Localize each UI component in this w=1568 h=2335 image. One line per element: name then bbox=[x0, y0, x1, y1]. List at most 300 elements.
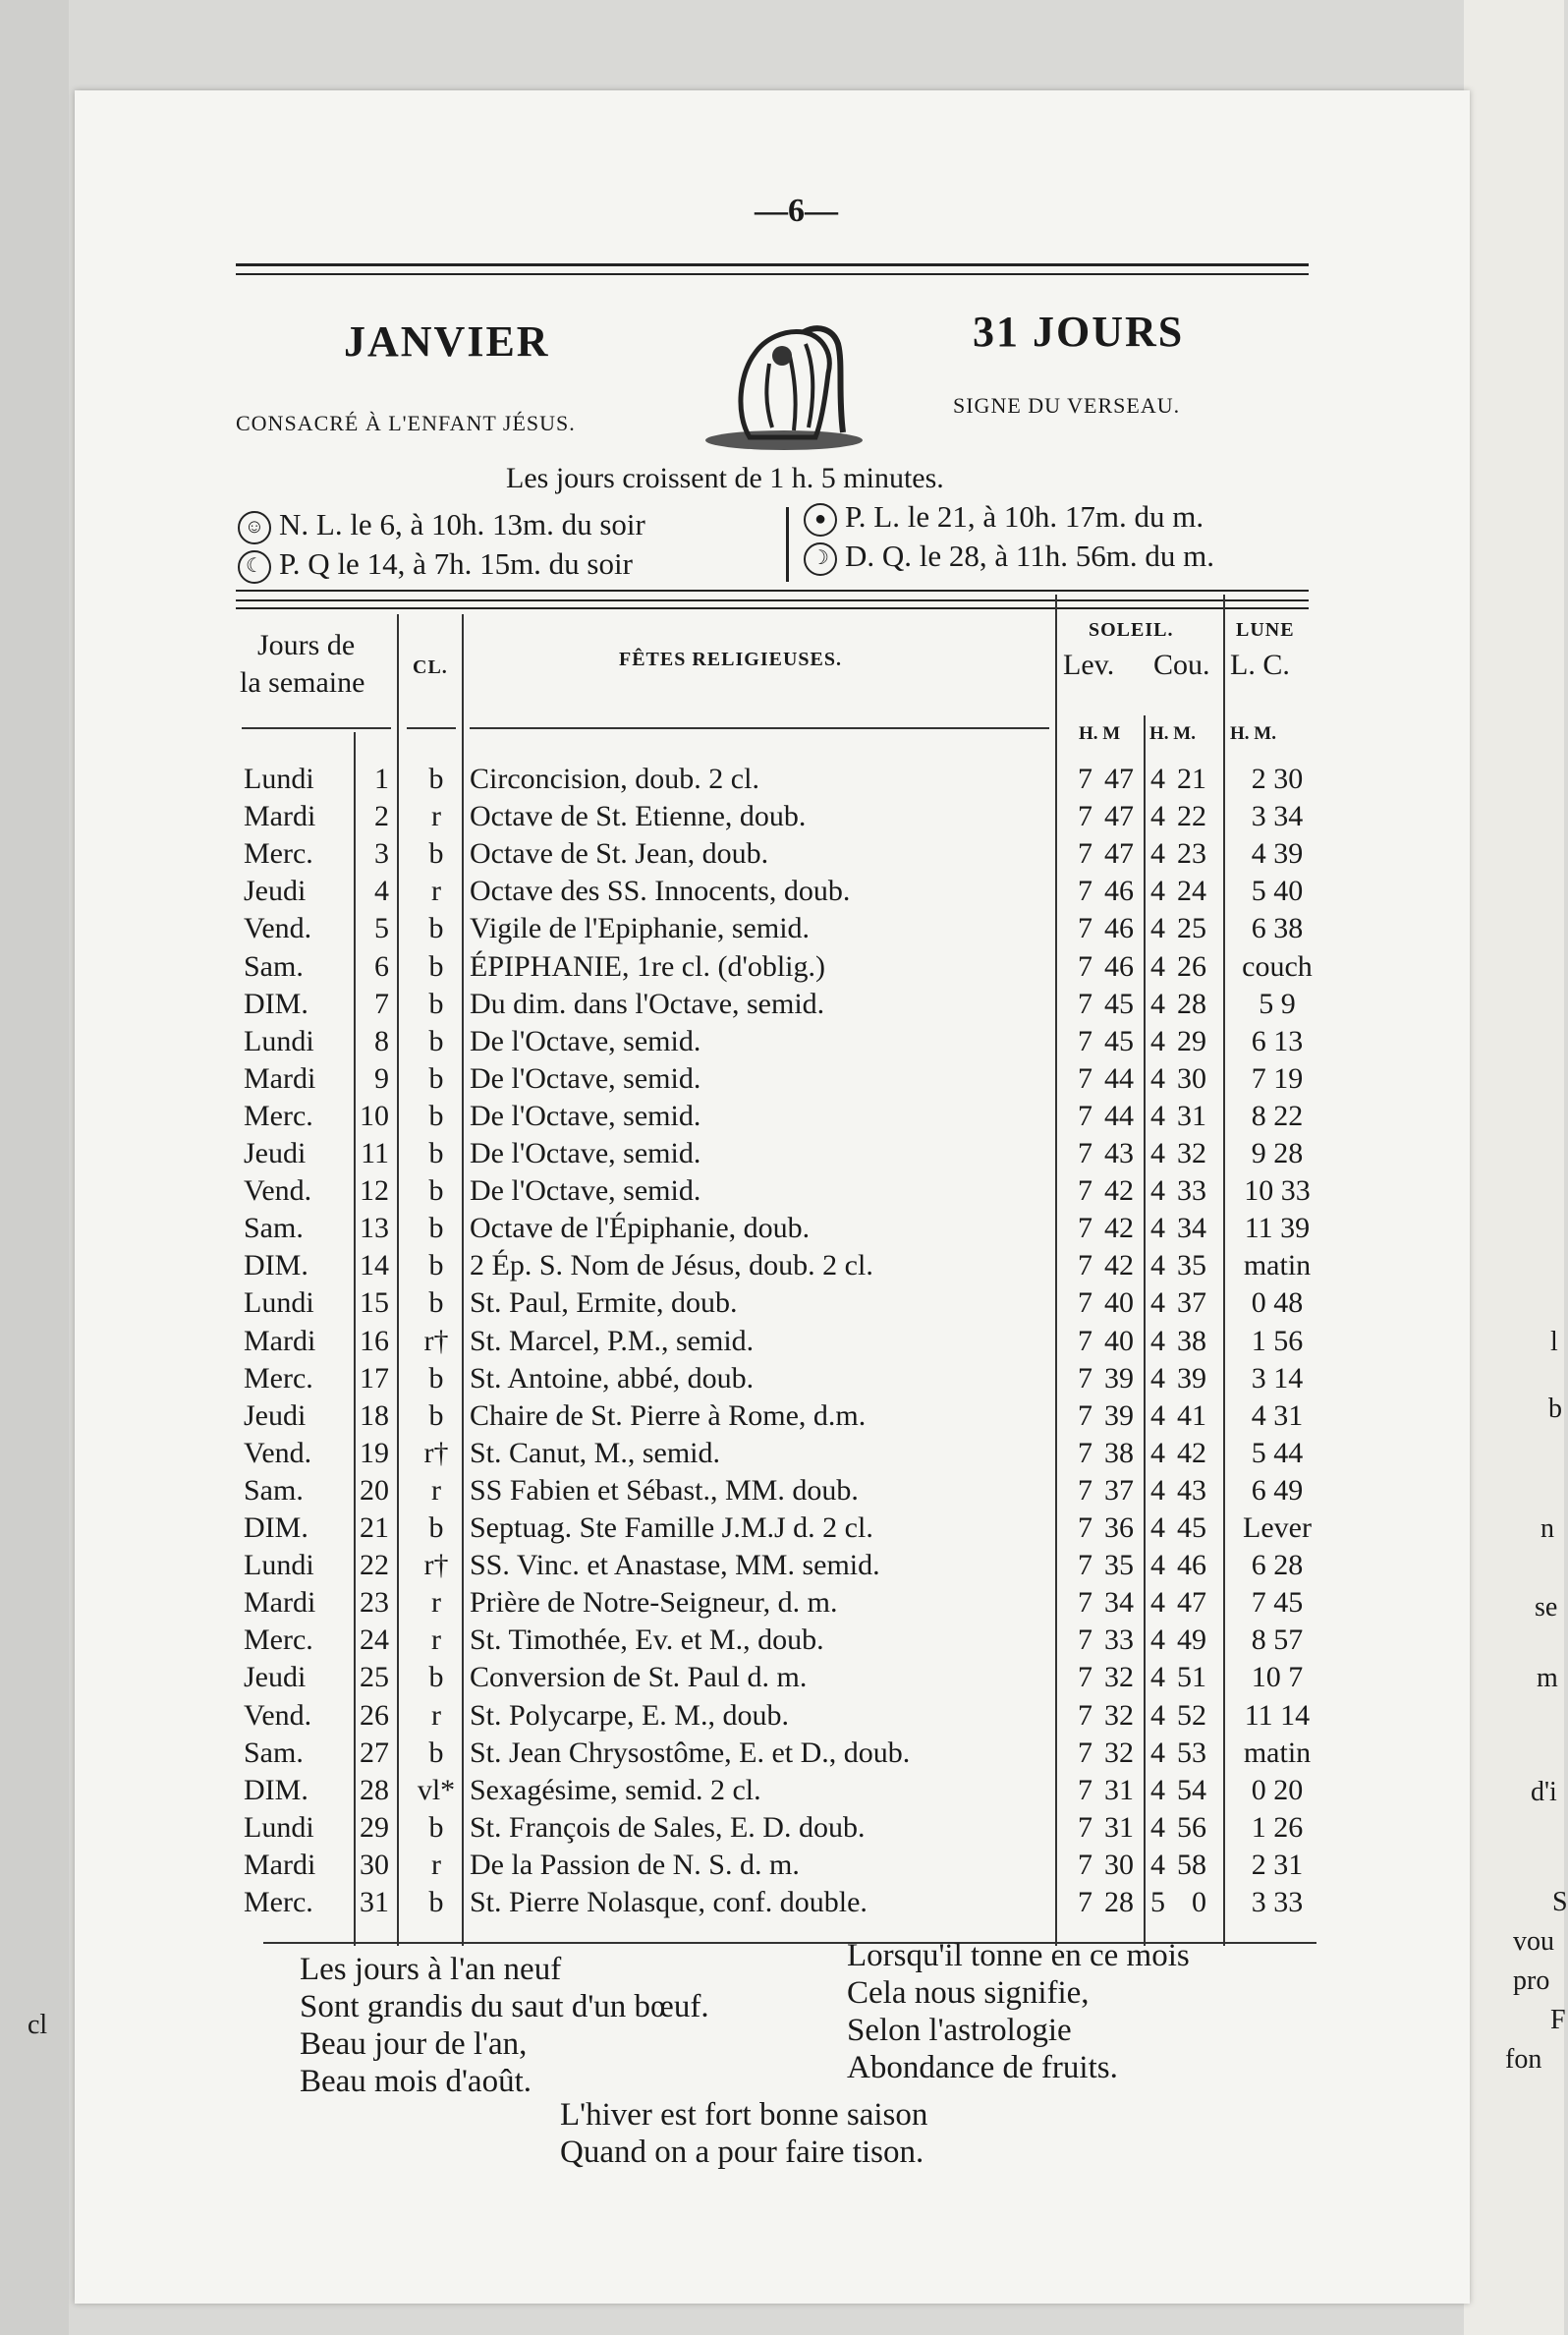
day-name: Merc. bbox=[244, 1099, 313, 1132]
header-cl: CL. bbox=[413, 656, 448, 678]
moon-time: 6 13 bbox=[1251, 1024, 1304, 1057]
table-row bbox=[236, 1699, 1336, 1737]
day-number: 1 bbox=[374, 763, 389, 795]
sunset-hour: 4 bbox=[1150, 1773, 1165, 1806]
margin-fragment: S bbox=[1552, 1887, 1568, 1917]
sunset-minute: 21 bbox=[1177, 763, 1206, 795]
sunset-hour: 4 bbox=[1150, 875, 1165, 908]
proverb-right-4: Abondance de fruits. bbox=[847, 2050, 1118, 2085]
sunrise-minute: 30 bbox=[1104, 1848, 1134, 1881]
sunset-hour: 4 bbox=[1150, 1810, 1165, 1844]
day-number: 19 bbox=[360, 1436, 389, 1469]
moon-time: matin bbox=[1243, 1249, 1312, 1282]
day-number: 23 bbox=[360, 1586, 389, 1620]
sunrise-hour: 7 bbox=[1078, 875, 1092, 908]
day-name: Lundi bbox=[244, 763, 314, 795]
feast-name: De l'Octave, semid. bbox=[470, 1024, 701, 1057]
table-row bbox=[236, 1399, 1336, 1437]
table-row bbox=[236, 1737, 1336, 1774]
day-name: Merc. bbox=[244, 1623, 313, 1657]
moon-time: 11 14 bbox=[1244, 1698, 1311, 1732]
day-name: Merc. bbox=[244, 1886, 313, 1918]
liturgical-color: r bbox=[431, 1623, 441, 1657]
feast-name: ÉPIPHANIE, 1re cl. (d'oblig.) bbox=[470, 949, 826, 983]
sunset-minute: 25 bbox=[1177, 912, 1206, 945]
sunrise-minute: 32 bbox=[1104, 1661, 1134, 1694]
feast-name: St. Antoine, abbé, doub. bbox=[470, 1361, 755, 1395]
table-row bbox=[236, 1586, 1336, 1623]
liturgical-color: b bbox=[428, 1511, 444, 1544]
day-name: Mardi bbox=[244, 1586, 316, 1620]
sunrise-minute: 32 bbox=[1104, 1698, 1134, 1732]
day-number: 25 bbox=[360, 1661, 389, 1694]
table-row bbox=[236, 1661, 1336, 1698]
sunrise-hour: 7 bbox=[1078, 1398, 1092, 1432]
table-row bbox=[236, 1325, 1336, 1362]
feast-name: De la Passion de N. S. d. m. bbox=[470, 1848, 800, 1881]
sunrise-hour: 7 bbox=[1078, 1324, 1092, 1357]
sunset-minute: 43 bbox=[1177, 1473, 1206, 1507]
sunset-minute: 24 bbox=[1177, 875, 1206, 908]
table-row bbox=[236, 763, 1336, 800]
sunset-minute: 51 bbox=[1177, 1661, 1206, 1694]
margin-fragment: vou bbox=[1513, 1926, 1554, 1957]
day-number: 9 bbox=[374, 1061, 389, 1095]
feast-name: Octave de St. Jean, doub. bbox=[470, 837, 769, 871]
sunrise-hour: 7 bbox=[1078, 1549, 1092, 1582]
table-row bbox=[236, 1025, 1336, 1062]
sunrise-hour: 7 bbox=[1078, 1361, 1092, 1395]
margin-fragment: se bbox=[1535, 1592, 1558, 1623]
sunset-minute: 53 bbox=[1177, 1736, 1206, 1769]
sunset-hour: 4 bbox=[1150, 949, 1165, 983]
new-moon-icon: ☺ bbox=[238, 511, 271, 544]
moon-time: 6 38 bbox=[1251, 912, 1304, 945]
sunset-minute: 34 bbox=[1177, 1212, 1206, 1245]
margin-fragment: n bbox=[1540, 1513, 1554, 1544]
table-top-rule-3 bbox=[236, 607, 1309, 609]
liturgical-color: r† bbox=[423, 1436, 449, 1469]
day-name: Sam. bbox=[244, 949, 304, 983]
table-row bbox=[236, 1811, 1336, 1849]
sunset-hour: 4 bbox=[1150, 1511, 1165, 1544]
day-name: Jeudi bbox=[244, 1661, 307, 1694]
liturgical-color: r† bbox=[423, 1549, 449, 1582]
phase-full-moon bbox=[804, 499, 1204, 537]
top-rule bbox=[236, 263, 1309, 266]
feast-name: De l'Octave, semid. bbox=[470, 1174, 701, 1208]
proverb-left-2: Sont grandis du saut d'un bœuf. bbox=[300, 1989, 709, 2024]
day-number: 29 bbox=[360, 1810, 389, 1844]
sunset-hour: 4 bbox=[1150, 1586, 1165, 1620]
liturgical-color: r bbox=[431, 1848, 441, 1881]
moon-time: 5 40 bbox=[1251, 875, 1304, 908]
sunset-hour: 4 bbox=[1150, 1661, 1165, 1694]
sunrise-hour: 7 bbox=[1078, 1886, 1092, 1918]
sunset-hour: 4 bbox=[1150, 1436, 1165, 1469]
sunrise-minute: 43 bbox=[1104, 1137, 1134, 1169]
header-lune: LUNE bbox=[1236, 619, 1295, 641]
moon-time: 10 7 bbox=[1251, 1661, 1304, 1694]
moon-time: 4 31 bbox=[1251, 1398, 1304, 1432]
sunrise-minute: 31 bbox=[1104, 1810, 1134, 1844]
table-row bbox=[236, 1511, 1336, 1549]
sunset-minute: 42 bbox=[1177, 1436, 1206, 1469]
table-row bbox=[236, 1249, 1336, 1286]
day-number: 4 bbox=[374, 875, 389, 908]
sunrise-hour: 7 bbox=[1078, 1212, 1092, 1245]
header-jours: Jours de bbox=[257, 629, 356, 661]
moon-time: 0 48 bbox=[1251, 1286, 1304, 1320]
sunset-hour: 4 bbox=[1150, 1549, 1165, 1582]
day-name: Vend. bbox=[244, 912, 312, 945]
day-number: 22 bbox=[360, 1549, 389, 1582]
sunrise-minute: 39 bbox=[1104, 1361, 1134, 1395]
sunset-minute: 56 bbox=[1177, 1810, 1206, 1844]
proverb-left-3: Beau jour de l'an, bbox=[300, 2026, 528, 2062]
proverb-center-2: Quand on a pour faire tison. bbox=[560, 2135, 924, 2170]
liturgical-color: b bbox=[428, 837, 444, 871]
day-name: Vend. bbox=[244, 1698, 312, 1732]
liturgical-color: b bbox=[428, 987, 444, 1020]
feast-name: Circoncision, doub. 2 cl. bbox=[470, 763, 759, 795]
sunrise-hour: 7 bbox=[1078, 1061, 1092, 1095]
feast-name: St. Polycarpe, E. M., doub. bbox=[470, 1698, 789, 1732]
sunrise-hour: 7 bbox=[1078, 1436, 1092, 1469]
day-number: 20 bbox=[360, 1473, 389, 1507]
liturgical-color: b bbox=[428, 1024, 444, 1057]
sunrise-hour: 7 bbox=[1078, 800, 1092, 833]
sunrise-minute: 47 bbox=[1104, 763, 1134, 795]
table-row bbox=[236, 1174, 1336, 1212]
day-name: DIM. bbox=[244, 1511, 308, 1544]
feast-name: SS. Vinc. et Anastase, MM. semid. bbox=[470, 1549, 880, 1582]
sunrise-minute: 28 bbox=[1104, 1886, 1134, 1918]
month-days: 31 JOURS bbox=[973, 308, 1185, 356]
day-number: 18 bbox=[360, 1398, 389, 1432]
sunset-hour: 4 bbox=[1150, 1848, 1165, 1881]
feast-name: De l'Octave, semid. bbox=[470, 1137, 701, 1169]
sunset-hour: 4 bbox=[1150, 1361, 1165, 1395]
sunset-minute: 41 bbox=[1177, 1398, 1206, 1432]
sunrise-minute: 46 bbox=[1104, 949, 1134, 983]
proverb-right-1: Lorsqu'il tonne en ce mois bbox=[847, 1938, 1190, 1973]
sunrise-hour: 7 bbox=[1078, 949, 1092, 983]
margin-fragment: F bbox=[1550, 2005, 1566, 2035]
phase-text: P. Q le 14, à 7h. 15m. du soir bbox=[279, 546, 633, 581]
day-name: Mardi bbox=[244, 1324, 316, 1357]
moon-time: 2 31 bbox=[1251, 1848, 1304, 1881]
sunset-hour: 4 bbox=[1150, 1212, 1165, 1245]
table-row bbox=[236, 800, 1336, 837]
table-row bbox=[236, 1062, 1336, 1100]
sunset-minute: 47 bbox=[1177, 1586, 1206, 1620]
margin-fragment: l bbox=[1550, 1327, 1558, 1357]
table-row bbox=[236, 912, 1336, 949]
feast-name: St. Timothée, Ev. et M., doub. bbox=[470, 1623, 824, 1657]
feast-name: St. Pierre Nolasque, conf. double. bbox=[470, 1886, 868, 1918]
moon-time: 9 28 bbox=[1251, 1137, 1304, 1169]
day-number: 14 bbox=[360, 1249, 389, 1282]
day-name: Merc. bbox=[244, 837, 313, 871]
day-number: 12 bbox=[360, 1174, 389, 1208]
day-number: 28 bbox=[360, 1773, 389, 1806]
sunset-minute: 45 bbox=[1177, 1511, 1206, 1544]
day-number: 30 bbox=[360, 1848, 389, 1881]
scan-left-margin bbox=[0, 0, 69, 2335]
day-number: 21 bbox=[360, 1511, 389, 1544]
phase-divider bbox=[786, 507, 789, 582]
table-row bbox=[236, 1774, 1336, 1811]
moon-time: 11 39 bbox=[1244, 1212, 1311, 1245]
sunrise-minute: 44 bbox=[1104, 1099, 1134, 1132]
header-underline-fetes bbox=[470, 727, 1049, 729]
sunset-hour: 4 bbox=[1150, 1736, 1165, 1769]
sunrise-minute: 31 bbox=[1104, 1773, 1134, 1806]
sunset-hour: 4 bbox=[1150, 800, 1165, 833]
sunset-hour: 4 bbox=[1150, 1249, 1165, 1282]
moon-time: 5 44 bbox=[1251, 1436, 1304, 1469]
day-number: 2 bbox=[374, 800, 389, 833]
sunset-minute: 49 bbox=[1177, 1623, 1206, 1657]
moon-time: 8 22 bbox=[1251, 1099, 1304, 1132]
sunset-hour: 4 bbox=[1150, 912, 1165, 945]
feast-name: St. Jean Chrysostôme, E. et D., doub. bbox=[470, 1736, 911, 1769]
sunset-hour: 4 bbox=[1150, 1398, 1165, 1432]
sunrise-hour: 7 bbox=[1078, 1174, 1092, 1208]
header-underline-jours bbox=[242, 727, 391, 729]
header-lev: Lev. bbox=[1063, 649, 1115, 681]
margin-fragment: cl bbox=[28, 2010, 48, 2040]
moon-time: matin bbox=[1243, 1736, 1312, 1769]
sunrise-minute: 38 bbox=[1104, 1436, 1134, 1469]
sunset-hour: 4 bbox=[1150, 1024, 1165, 1057]
day-name: Jeudi bbox=[244, 1398, 307, 1432]
sunrise-hour: 7 bbox=[1078, 1623, 1092, 1657]
aquarius-figure-icon bbox=[696, 305, 872, 452]
liturgical-color: b bbox=[428, 763, 444, 795]
sunrise-hour: 7 bbox=[1078, 987, 1092, 1020]
day-number: 3 bbox=[374, 837, 389, 871]
table-row bbox=[236, 1849, 1336, 1886]
sunrise-hour: 7 bbox=[1078, 1698, 1092, 1732]
day-name: Mardi bbox=[244, 1061, 316, 1095]
header-hm-lune: H. M. bbox=[1230, 723, 1276, 744]
sunset-hour: 4 bbox=[1150, 1623, 1165, 1657]
liturgical-color: b bbox=[428, 949, 444, 983]
table-row bbox=[236, 1212, 1336, 1249]
sunrise-minute: 42 bbox=[1104, 1249, 1134, 1282]
sunset-minute: 37 bbox=[1177, 1286, 1206, 1320]
feast-name: St. François de Sales, E. D. doub. bbox=[470, 1810, 866, 1844]
moon-time: 2 30 bbox=[1251, 763, 1304, 795]
feast-name: De l'Octave, semid. bbox=[470, 1061, 701, 1095]
sunset-minute: 46 bbox=[1177, 1549, 1206, 1582]
moon-time: 1 56 bbox=[1251, 1324, 1304, 1357]
proverb-right-3: Selon l'astrologie bbox=[847, 2013, 1072, 2048]
day-number: 11 bbox=[361, 1137, 389, 1169]
day-number: 24 bbox=[360, 1623, 389, 1657]
day-number: 6 bbox=[374, 949, 389, 983]
sunrise-hour: 7 bbox=[1078, 1511, 1092, 1544]
sunrise-hour: 7 bbox=[1078, 912, 1092, 945]
liturgical-color: b bbox=[428, 1398, 444, 1432]
header-cou: Cou. bbox=[1153, 649, 1210, 681]
sunrise-minute: 39 bbox=[1104, 1398, 1134, 1432]
day-number: 31 bbox=[360, 1886, 389, 1918]
sunset-minute: 31 bbox=[1177, 1099, 1206, 1132]
moon-time: 4 39 bbox=[1251, 837, 1304, 871]
sunrise-minute: 44 bbox=[1104, 1061, 1134, 1095]
day-number: 16 bbox=[360, 1324, 389, 1357]
liturgical-color: r bbox=[431, 1698, 441, 1732]
sunrise-minute: 42 bbox=[1104, 1212, 1134, 1245]
proverb-left-4: Beau mois d'août. bbox=[300, 2064, 532, 2099]
header-underline-cl bbox=[407, 727, 456, 729]
sunrise-minute: 40 bbox=[1104, 1324, 1134, 1357]
sunrise-minute: 46 bbox=[1104, 875, 1134, 908]
table-row bbox=[236, 1623, 1336, 1661]
sunset-minute: 22 bbox=[1177, 800, 1206, 833]
sunset-hour: 4 bbox=[1150, 1286, 1165, 1320]
sunset-hour: 4 bbox=[1150, 1473, 1165, 1507]
sunset-minute: 30 bbox=[1177, 1061, 1206, 1095]
sunrise-hour: 7 bbox=[1078, 1024, 1092, 1057]
moon-time: 6 49 bbox=[1251, 1473, 1304, 1507]
sunset-hour: 4 bbox=[1150, 1174, 1165, 1208]
sunrise-minute: 40 bbox=[1104, 1286, 1134, 1320]
day-name: Lundi bbox=[244, 1286, 314, 1320]
feast-name: St. Paul, Ermite, doub. bbox=[470, 1286, 738, 1320]
liturgical-color: r bbox=[431, 1586, 441, 1620]
sunrise-minute: 47 bbox=[1104, 837, 1134, 871]
day-name: Lundi bbox=[244, 1810, 314, 1844]
moon-time: 8 57 bbox=[1251, 1623, 1304, 1657]
day-name: Lundi bbox=[244, 1549, 314, 1582]
sunset-hour: 4 bbox=[1150, 987, 1165, 1020]
day-name: Jeudi bbox=[244, 1137, 307, 1169]
sunset-minute: 28 bbox=[1177, 987, 1206, 1020]
liturgical-color: b bbox=[428, 1174, 444, 1208]
sunset-hour: 4 bbox=[1150, 763, 1165, 795]
liturgical-color: r bbox=[431, 800, 441, 833]
sunrise-hour: 7 bbox=[1078, 1249, 1092, 1282]
scan-right-margin bbox=[1464, 0, 1568, 2335]
table-row bbox=[236, 1362, 1336, 1399]
sunrise-minute: 36 bbox=[1104, 1511, 1134, 1544]
feast-name: Octave de l'Épiphanie, doub. bbox=[470, 1212, 811, 1245]
margin-fragment: d'i bbox=[1531, 1777, 1557, 1807]
phase-first-quarter bbox=[238, 546, 633, 584]
sunrise-minute: 47 bbox=[1104, 800, 1134, 833]
moon-time: 7 19 bbox=[1251, 1061, 1304, 1095]
day-name: DIM. bbox=[244, 987, 308, 1020]
feast-name: St. Marcel, P.M., semid. bbox=[470, 1324, 755, 1357]
margin-fragment: b bbox=[1548, 1394, 1562, 1424]
table-row bbox=[236, 950, 1336, 988]
sunrise-minute: 42 bbox=[1104, 1174, 1134, 1208]
feast-name: Chaire de St. Pierre à Rome, d.m. bbox=[470, 1398, 867, 1432]
day-number: 17 bbox=[360, 1361, 389, 1395]
sunrise-hour: 7 bbox=[1078, 837, 1092, 871]
moon-time: 6 28 bbox=[1251, 1549, 1304, 1582]
feast-name: Septuag. Ste Famille J.M.J d. 2 cl. bbox=[470, 1511, 873, 1544]
sunrise-hour: 7 bbox=[1078, 1848, 1092, 1881]
moon-time: 3 14 bbox=[1251, 1361, 1304, 1395]
feast-name: St. Canut, M., semid. bbox=[470, 1436, 721, 1469]
table-row bbox=[236, 1474, 1336, 1511]
sunset-minute: 39 bbox=[1177, 1361, 1206, 1395]
phase-new-moon bbox=[238, 507, 645, 544]
table-row bbox=[236, 1100, 1336, 1137]
day-name: Lundi bbox=[244, 1024, 314, 1057]
day-name: Vend. bbox=[244, 1436, 312, 1469]
sunset-minute: 58 bbox=[1177, 1848, 1206, 1881]
moon-time: 7 45 bbox=[1251, 1586, 1304, 1620]
day-name: Merc. bbox=[244, 1361, 313, 1395]
feast-name: 2 Ép. S. Nom de Jésus, doub. 2 cl. bbox=[470, 1249, 873, 1282]
days-lengthening: Les jours croissent de 1 h. 5 minutes. bbox=[506, 462, 944, 494]
day-name: Sam. bbox=[244, 1736, 304, 1769]
liturgical-color: vl* bbox=[417, 1773, 456, 1806]
phase-last-quarter bbox=[804, 539, 1214, 576]
day-name: DIM. bbox=[244, 1249, 308, 1282]
sunset-hour: 4 bbox=[1150, 1061, 1165, 1095]
liturgical-color: b bbox=[428, 1099, 444, 1132]
feast-name: Vigile de l'Epiphanie, semid. bbox=[470, 912, 811, 945]
day-number: 15 bbox=[360, 1286, 389, 1320]
sunset-hour: 4 bbox=[1150, 1099, 1165, 1132]
feast-name: De l'Octave, semid. bbox=[470, 1099, 701, 1132]
sunrise-hour: 7 bbox=[1078, 1099, 1092, 1132]
sunrise-hour: 7 bbox=[1078, 1736, 1092, 1769]
table-row bbox=[236, 837, 1336, 875]
margin-fragment: m bbox=[1537, 1663, 1558, 1693]
moon-time: 1 26 bbox=[1251, 1810, 1304, 1844]
sunrise-minute: 32 bbox=[1104, 1736, 1134, 1769]
full-moon-icon: ● bbox=[804, 503, 837, 537]
sunrise-hour: 7 bbox=[1078, 1773, 1092, 1806]
last-quarter-icon: ☽ bbox=[804, 542, 837, 576]
sunrise-minute: 33 bbox=[1104, 1623, 1134, 1657]
moon-time: couch bbox=[1242, 949, 1313, 983]
table-top-rule-2 bbox=[236, 599, 1309, 601]
header-soleil: SOLEIL. bbox=[1089, 619, 1174, 641]
liturgical-color: b bbox=[428, 1061, 444, 1095]
liturgical-color: b bbox=[428, 1361, 444, 1395]
day-number: 27 bbox=[360, 1736, 389, 1769]
sunset-minute: 52 bbox=[1177, 1698, 1206, 1732]
liturgical-color: b bbox=[428, 1810, 444, 1844]
liturgical-color: b bbox=[428, 1661, 444, 1694]
feast-name: SS Fabien et Sébast., MM. doub. bbox=[470, 1473, 859, 1507]
liturgical-color: b bbox=[428, 1137, 444, 1169]
phase-text: D. Q. le 28, à 11h. 56m. du m. bbox=[845, 539, 1214, 573]
page-number: —6— bbox=[755, 193, 838, 229]
day-number: 7 bbox=[374, 987, 389, 1020]
moon-time: 5 9 bbox=[1259, 987, 1296, 1020]
sunset-minute: 0 bbox=[1192, 1886, 1206, 1918]
liturgical-color: b bbox=[428, 1886, 444, 1918]
table-row bbox=[236, 1137, 1336, 1174]
proverb-right-2: Cela nous signifie, bbox=[847, 1975, 1090, 2011]
table-row bbox=[236, 1549, 1336, 1586]
sunset-minute: 23 bbox=[1177, 837, 1206, 871]
table-row bbox=[236, 875, 1336, 912]
table-top-rule bbox=[236, 590, 1309, 592]
sunrise-minute: 45 bbox=[1104, 987, 1134, 1020]
sunset-hour: 4 bbox=[1150, 1698, 1165, 1732]
